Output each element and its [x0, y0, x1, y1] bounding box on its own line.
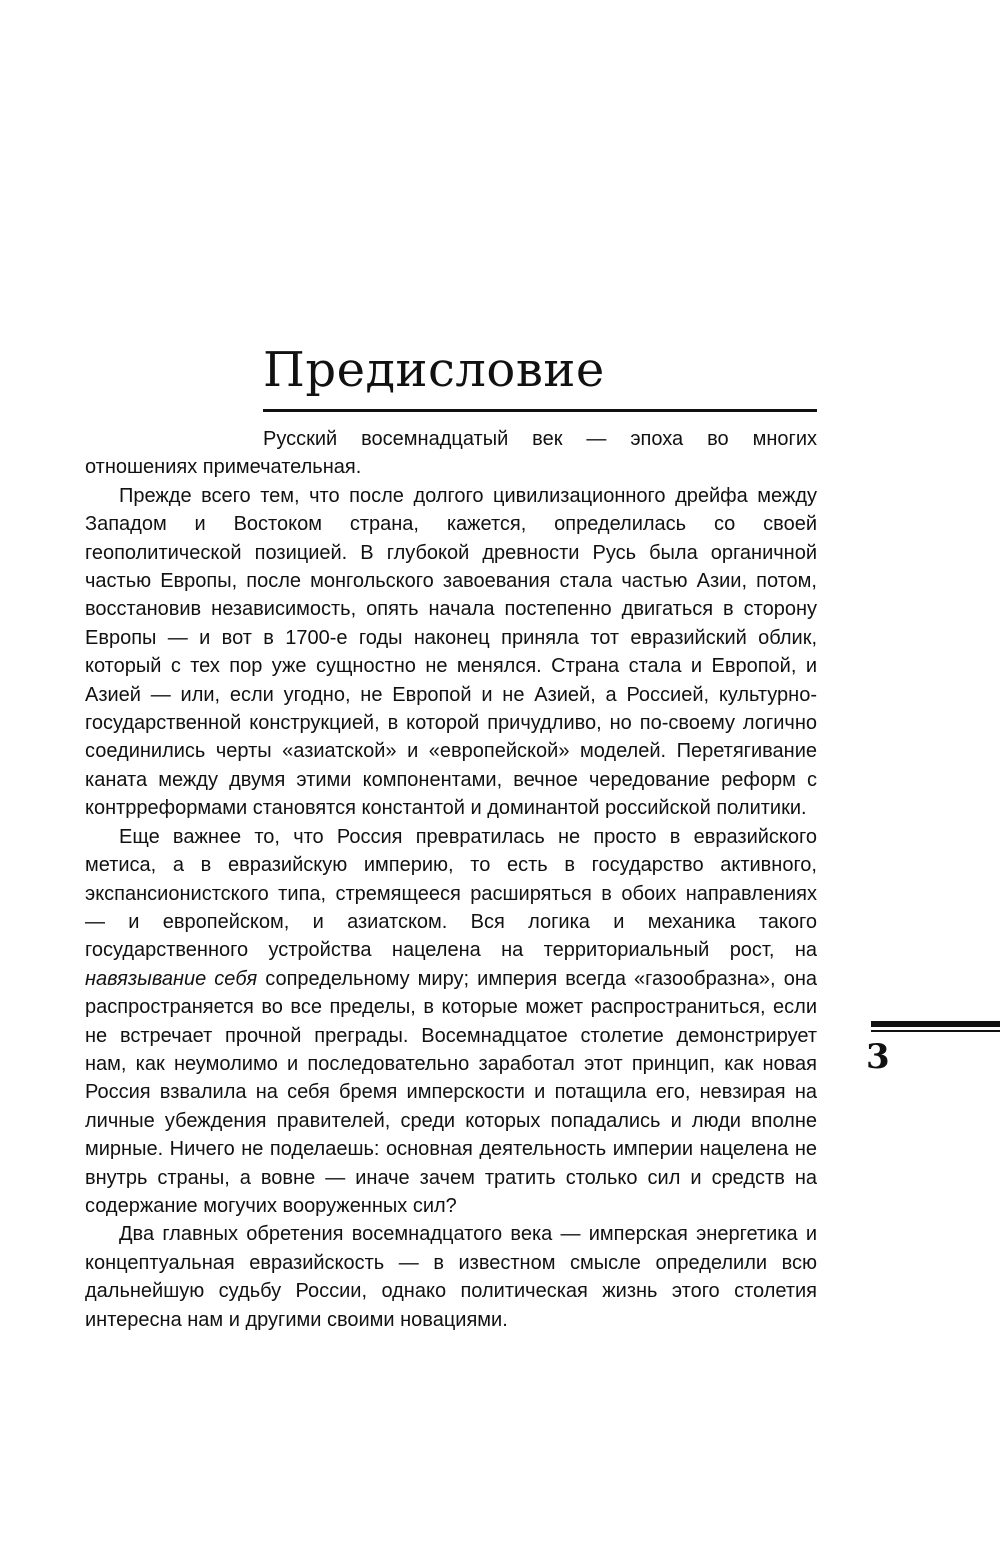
chapter-title: Предисловие — [263, 342, 605, 398]
paragraph-4: Два главных обретения восемнадцатого века — имперская энергетика и концептуальная евразийскость — в известном смысле определили всю дальнейшую судьбу России, однако политическая жизнь этого столетия интересна нам и другими своими новациями. — [85, 1223, 817, 1331]
paragraph-2: Прежде всего тем, что после долгого цивилизационного дрейфа между Западом и Востоком страна, кажется, определилась со своей геополитической позицией. В глубокой древности Русь была органичной частью Европы, после монгольского завоевания стала частью Азии, потом, восстановив независимость, опять начала постепенно двигаться в сторону Европы — и вот в 1700-е годы наконец приняла тот евразийский облик, который с тех пор уже сущностно не менялся. Страна стала и Европой, и Азией — или, если угодно, не Европой и не Азией, а Россией, культурно-государственной конструкцией, в которой причудливо, но по-своему логично соединились черты «азиатской» и «европейской» моделей. Перетягивание каната между двумя этими компонентами, вечное чередование реформ с контрреформами становятся константой и доминантой российской политики. — [85, 484, 817, 820]
page-marker-rule-thick — [871, 1021, 1000, 1027]
page-marker-rule-thin — [871, 1030, 1000, 1032]
page-number: 3 — [866, 1037, 890, 1077]
title-underline — [263, 409, 817, 412]
paragraph-3-text-before: Еще важнее то, что Россия превратилась не просто в евразийского метиса, а в евразийскую империю, то есть в государство активного, экспансионистского типа, стремящееся расширяться в обоих направлениях — и европейском, и азиатском. Вся логика и механика такого государственного устройства нацелена на территориальный рост, на — [85, 825, 817, 962]
paragraph-3-emphasis: навязывание себя — [85, 967, 258, 990]
paragraph-1: Русский восемнадцатый век — эпоха во многих отношениях примечательная. — [85, 428, 817, 479]
paragraph-3 — [85, 823, 817, 1221]
paragraph-3-text-after: сопредельному миру; империя всегда «газообразна», она распространяется во все пределы, в которые может распространиться, если не встречает прочной преграды. Восемнадцатое столетие демонстрирует нам, как неумолимо и последовательно заработал этот принцип, как новая Россия взвалила на себя бремя имперскости и потащила его, невзирая на личные убеждения правителей, среди которых попадались и люди вполне мирные. Ничего не поделаешь: основная деятельность империи нацелена не внутрь страны, а вовне — иначе зачем тратить столько сил и средств на содержание могучих вооруженных сил? — [85, 967, 817, 1217]
body-text — [85, 425, 817, 1334]
